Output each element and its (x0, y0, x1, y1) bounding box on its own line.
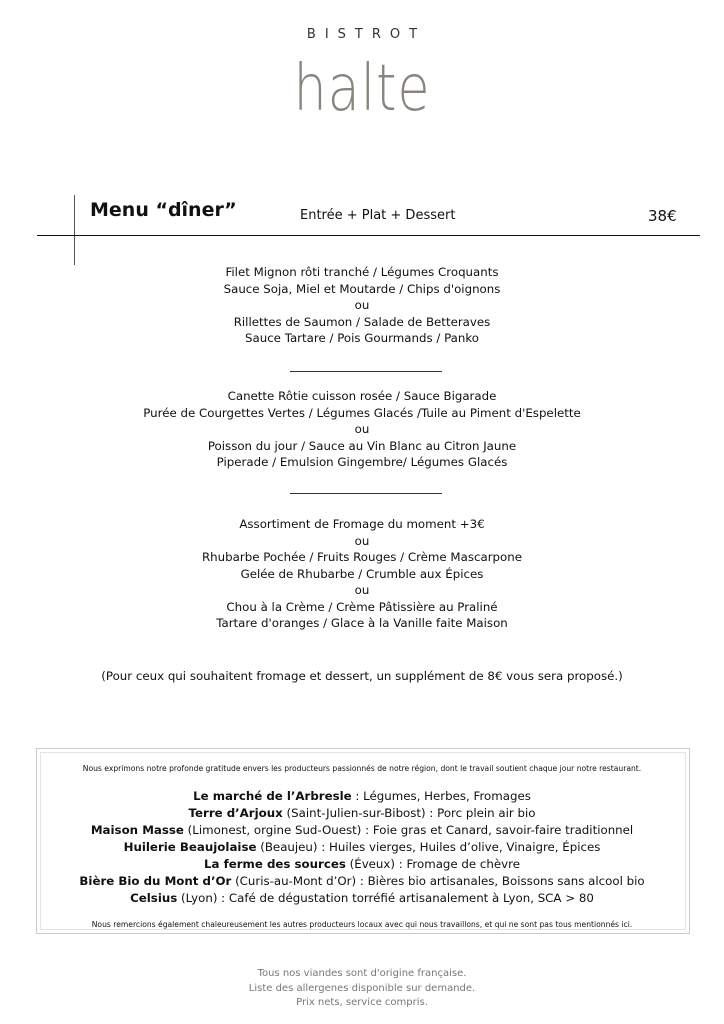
producer-item: Bière Bio du Mont d’Or (Curis-au-Mont d’Or) : Bières bio artisanales, Boissons sans alcool bio (79, 874, 645, 888)
menu-price: 38€ (648, 207, 677, 225)
dish-line: ou (354, 422, 370, 436)
dish-line: Rillettes de Saumon / Salade de Betteraves (233, 314, 491, 329)
section-separator (290, 493, 442, 494)
producer-item: Maison Masse (Limonest, orgine Sud-Ouest) : Foie gras et Canard, savoir-faire traditionnel (90, 823, 634, 837)
dish-line: ou (354, 583, 370, 597)
dish-line: Gelée de Rhubarbe / Crumble aux Épices (240, 566, 484, 581)
dish-line: Rhubarbe Pochée / Fruits Rouges / Crème Mascarpone (201, 550, 522, 564)
bistrot-label: BISTROT (306, 27, 427, 42)
plats-section (0, 388, 724, 471)
footer-line: Liste des allergenes disponible sur demande. (248, 982, 476, 994)
footer-line: Tous nos viandes sont d'origine française. (257, 968, 467, 979)
vertical-divider (74, 195, 75, 265)
producer-item: Huilerie Beaujolaise (Beaujeu) : Huiles vierges, Huiles d’olive, Vinaigre, Épices (123, 840, 601, 854)
dish-line: Canette Rôtie cuisson rosée / Sauce Bigarade (227, 389, 497, 403)
dish-line: Assortiment de Fromage du moment +3€ (239, 517, 485, 531)
dish-line: Sauce Tartare / Pois Gourmands / Panko (245, 331, 479, 345)
dish-line: ou (354, 298, 370, 312)
horizontal-divider (37, 235, 700, 236)
producer-item: Celsius (Lyon) : Café de dégustation torréfié artisanalement à Lyon, SCA > 80 (130, 891, 594, 905)
dish-line: Filet Mignon rôti tranché / Légumes Croquants (225, 265, 499, 279)
supplement-note: (Pour ceux qui souhaitent fromage et dessert, un supplément de 8€ vous sera proposé.) (101, 669, 623, 683)
menu-subtitle: Entrée + Plat + Dessert (300, 208, 456, 223)
entrees-section (0, 264, 724, 347)
dish-line: Tartare d'oranges / Glace à la Vanille faite Maison (216, 616, 508, 630)
producer-item: Terre d’Arjoux (Saint-Julien-sur-Bibost) : Porc plein air bio (188, 806, 536, 820)
producers-list (0, 788, 724, 907)
dish-line: Chou à la Crème / Crème Pâtissière au Praliné (226, 599, 498, 614)
producers-intro: Nous exprimons notre profonde gratitude envers les producteurs passionnés de notre région, dont le travail soutient chaque jour notre restaurant. (82, 764, 642, 773)
producer-item: La ferme des sources (Éveux) : Fromage de chèvre (204, 857, 520, 871)
desserts-section (0, 516, 724, 632)
producer-item: Le marché de l’Arbresle : Légumes, Herbes, Fromages (193, 789, 531, 803)
menu-title: Menu “dîner” (90, 199, 237, 221)
logo: halte (293, 52, 431, 126)
footer (0, 967, 724, 1011)
dish-line: Poisson du jour / Sauce au Vin Blanc au Citron Jaune (207, 438, 517, 453)
dish-line: Piperade / Emulsion Gingembre/ Légumes Glacés (216, 455, 508, 469)
footer-line: Prix nets, service compris. (296, 997, 428, 1008)
dish-line: ou (354, 533, 370, 548)
producers-outro: Nous remercions également chaleureusement les autres producteurs locaux avec qui nous travaillons, et qui ne sont pas tous mentionnés ici. (91, 920, 633, 929)
dish-line: Purée de Courgettes Vertes / Légumes Glacés /Tuile au Piment d'Espelette (143, 405, 581, 420)
dish-line: Sauce Soja, Miel et Moutarde / Chips d'oignons (223, 281, 501, 296)
section-separator (290, 371, 442, 372)
